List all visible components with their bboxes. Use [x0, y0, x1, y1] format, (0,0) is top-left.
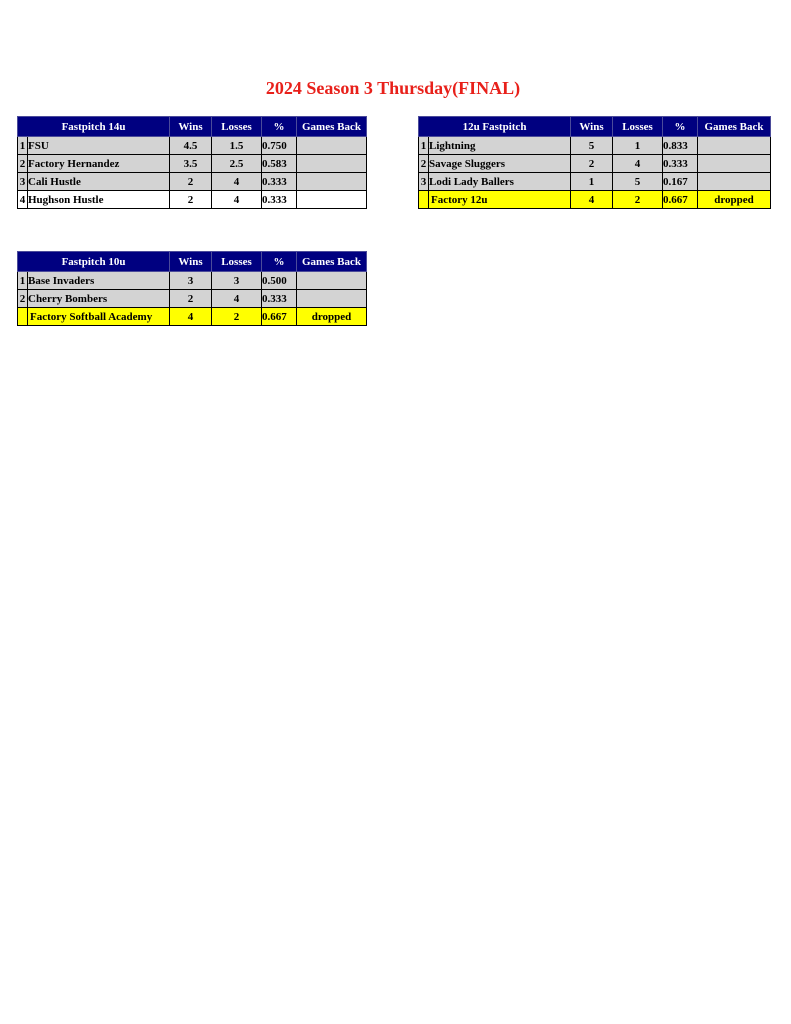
games-back-cell: [297, 173, 367, 191]
table-row: [419, 155, 771, 173]
header-games-back: Games Back: [698, 117, 771, 137]
rank-cell: [18, 308, 28, 326]
team-cell: FSU: [28, 137, 170, 155]
table-header-row: [18, 252, 367, 272]
header-losses: Losses: [212, 117, 262, 137]
wins-cell: 2: [170, 290, 212, 308]
header-wins: Wins: [571, 117, 613, 137]
losses-cell: 4: [613, 155, 663, 173]
losses-cell: 2: [212, 308, 262, 326]
wins-cell: 3.5: [170, 155, 212, 173]
losses-cell: 4: [212, 173, 262, 191]
header-pct: %: [262, 117, 297, 137]
games-back-cell: [297, 155, 367, 173]
rank-cell: 2: [18, 155, 28, 173]
rank-cell: 1: [18, 272, 28, 290]
pct-cell: 0.333: [663, 155, 698, 173]
division-name: 12u Fastpitch: [419, 117, 571, 137]
losses-cell: 1: [613, 137, 663, 155]
games-back-cell: [297, 137, 367, 155]
standings-table-fastpitch-10u: [17, 251, 367, 326]
table-row: [18, 272, 367, 290]
team-cell: Factory Softball Academy: [28, 308, 170, 326]
pct-cell: 0.833: [663, 137, 698, 155]
team-cell: Factory 12u: [429, 191, 571, 209]
team-cell: Lodi Lady Ballers: [429, 173, 571, 191]
header-games-back: Games Back: [297, 252, 367, 272]
rank-cell: 3: [18, 173, 28, 191]
wins-cell: 3: [170, 272, 212, 290]
table-row: [18, 290, 367, 308]
rank-cell: 3: [419, 173, 429, 191]
games-back-cell: [297, 290, 367, 308]
table-header-row: [18, 117, 367, 137]
standings-table-12u-fastpitch: [418, 116, 771, 209]
header-losses: Losses: [212, 252, 262, 272]
header-pct: %: [262, 252, 297, 272]
table-row: [419, 137, 771, 155]
games-back-cell: [698, 137, 771, 155]
games-back-cell: [297, 272, 367, 290]
pct-cell: 0.667: [262, 308, 297, 326]
team-cell: Cherry Bombers: [28, 290, 170, 308]
games-back-cell: dropped: [698, 191, 771, 209]
division-name: Fastpitch 14u: [18, 117, 170, 137]
rank-cell: 2: [419, 155, 429, 173]
table-row: [18, 155, 367, 173]
table-row: [18, 191, 367, 209]
division-name: Fastpitch 10u: [18, 252, 170, 272]
wins-cell: 2: [571, 155, 613, 173]
wins-cell: 5: [571, 137, 613, 155]
header-games-back: Games Back: [297, 117, 367, 137]
header-pct: %: [663, 117, 698, 137]
pct-cell: 0.667: [663, 191, 698, 209]
header-wins: Wins: [170, 117, 212, 137]
team-cell: Lightning: [429, 137, 571, 155]
rank-cell: 2: [18, 290, 28, 308]
losses-cell: 2: [613, 191, 663, 209]
games-back-cell: [698, 173, 771, 191]
pct-cell: 0.500: [262, 272, 297, 290]
wins-cell: 2: [170, 191, 212, 209]
table-row-dropped: [18, 308, 367, 326]
wins-cell: 1: [571, 173, 613, 191]
wins-cell: 4: [571, 191, 613, 209]
losses-cell: 4: [212, 191, 262, 209]
losses-cell: 3: [212, 272, 262, 290]
page-title: 2024 Season 3 Thursday(FINAL): [265, 78, 521, 98]
team-cell: Factory Hernandez: [28, 155, 170, 173]
pct-cell: 0.333: [262, 191, 297, 209]
games-back-cell: [698, 155, 771, 173]
wins-cell: 4.5: [170, 137, 212, 155]
rank-cell: [419, 191, 429, 209]
table-row: [18, 137, 367, 155]
pct-cell: 0.333: [262, 173, 297, 191]
rank-cell: 4: [18, 191, 28, 209]
losses-cell: 5: [613, 173, 663, 191]
wins-cell: 2: [170, 173, 212, 191]
table-row: [419, 173, 771, 191]
table-row-dropped: [419, 191, 771, 209]
games-back-cell: [297, 191, 367, 209]
losses-cell: 1.5: [212, 137, 262, 155]
table-row: [18, 173, 367, 191]
losses-cell: 2.5: [212, 155, 262, 173]
pct-cell: 0.750: [262, 137, 297, 155]
rank-cell: 1: [18, 137, 28, 155]
games-back-cell: dropped: [297, 308, 367, 326]
team-cell: Savage Sluggers: [429, 155, 571, 173]
table-header-row: [419, 117, 771, 137]
pct-cell: 0.333: [262, 290, 297, 308]
team-cell: Base Invaders: [28, 272, 170, 290]
header-losses: Losses: [613, 117, 663, 137]
header-wins: Wins: [170, 252, 212, 272]
losses-cell: 4: [212, 290, 262, 308]
team-cell: Hughson Hustle: [28, 191, 170, 209]
rank-cell: 1: [419, 137, 429, 155]
team-cell: Cali Hustle: [28, 173, 170, 191]
standings-table-fastpitch-14u: [17, 116, 367, 209]
pct-cell: 0.583: [262, 155, 297, 173]
wins-cell: 4: [170, 308, 212, 326]
pct-cell: 0.167: [663, 173, 698, 191]
